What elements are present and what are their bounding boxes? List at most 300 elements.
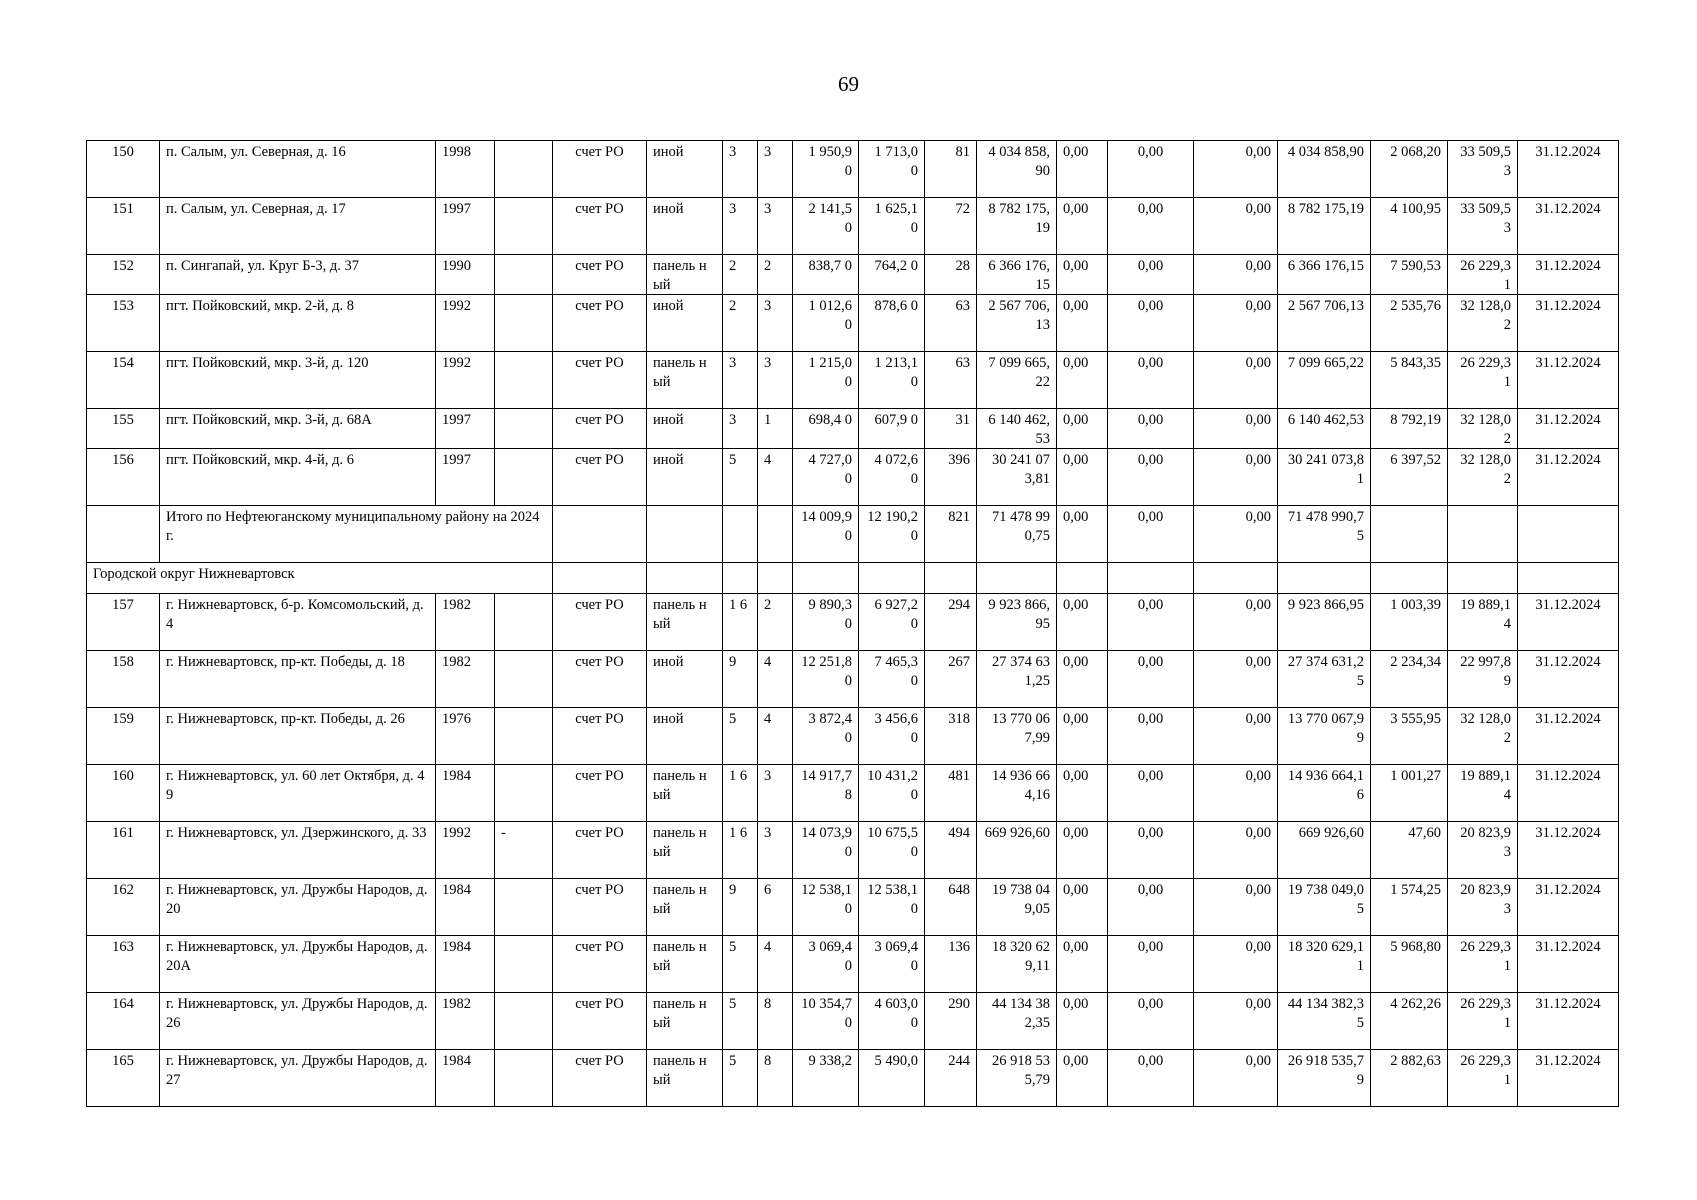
wall-material-cell: панель ный <box>647 879 723 936</box>
limit-cost-cell: 32 128,02 <box>1448 295 1518 352</box>
unit-cost-cell: 7 590,53 <box>1371 255 1448 295</box>
fund-cell: счет РО <box>553 409 647 449</box>
fund-subsidy-cell: 0,00 <box>1057 594 1108 651</box>
living-area-cell: 764,2 0 <box>859 255 925 295</box>
wall-material-cell: иной <box>647 651 723 708</box>
budget-cell: 0,00 <box>1108 1050 1194 1107</box>
address-cell: г. Нижневартовск, ул. 60 лет Октября, д. 49 <box>160 765 436 822</box>
cost-cell: 4 034 858,90 <box>977 141 1057 198</box>
living-area-cell: 7 465,3 0 <box>859 651 925 708</box>
address-cell: г. Нижневартовск, ул. Дружбы Народов, д. 26 <box>160 993 436 1050</box>
year-cell: 1990 <box>436 255 495 295</box>
fund-subsidy-cell: 0,00 <box>1057 141 1108 198</box>
fund-subsidy-cell: 0,00 <box>1057 765 1108 822</box>
floors-cell: 5 <box>723 1050 758 1107</box>
rows-nefteyugansk <box>87 141 1619 506</box>
wall-material-cell: иной <box>647 708 723 765</box>
budget-cell: 0,00 <box>1108 822 1194 879</box>
cost-cell: 44 134 382,35 <box>977 993 1057 1050</box>
total-area-cell: 9 338,2 <box>793 1050 859 1107</box>
limit-cost-cell: 33 509,53 <box>1448 198 1518 255</box>
budget-cell: 0,00 <box>1108 449 1194 506</box>
budget-cell: 0,00 <box>1108 879 1194 936</box>
num-cell: 157 <box>87 594 160 651</box>
entrances-cell: 3 <box>758 822 793 879</box>
cost-cell: 18 320 629,11 <box>977 936 1057 993</box>
residents-cell: 294 <box>925 594 977 651</box>
table-row <box>87 594 1619 651</box>
blank-cell: - <box>495 822 553 879</box>
total-area-cell: 838,7 0 <box>793 255 859 295</box>
year-cell: 1984 <box>436 936 495 993</box>
address-cell: г. Нижневартовск, ул. Дружбы Народов, д. 20 <box>160 879 436 936</box>
total-area-cell: 1 012,6 0 <box>793 295 859 352</box>
address-cell: г. Нижневартовск, б-р. Комсомольский, д. 4 <box>160 594 436 651</box>
floors-cell: 1 6 <box>723 822 758 879</box>
total-row <box>87 506 1619 563</box>
unit-cost-cell: 2 535,76 <box>1371 295 1448 352</box>
floors-cell: 1 6 <box>723 594 758 651</box>
fund-cell: счет РО <box>553 993 647 1050</box>
fund-cell: счет РО <box>553 594 647 651</box>
budget-cell: 0,00 <box>1108 594 1194 651</box>
living-area-cell: 1 625,1 0 <box>859 198 925 255</box>
address-cell: пгт. Пойковский, мкр. 4-й, д. 6 <box>160 449 436 506</box>
floors-cell: 9 <box>723 879 758 936</box>
year-cell: 1984 <box>436 765 495 822</box>
living-area-cell: 3 069,4 0 <box>859 936 925 993</box>
year-cell: 1982 <box>436 594 495 651</box>
fund-cell: счет РО <box>553 295 647 352</box>
entrances-cell: 8 <box>758 993 793 1050</box>
section-row <box>87 563 1619 594</box>
floors-cell: 5 <box>723 993 758 1050</box>
entrances-cell: 4 <box>758 708 793 765</box>
blank-cell <box>495 255 553 295</box>
other-cell: 0,00 <box>1194 651 1278 708</box>
limit-cost-cell: 33 509,53 <box>1448 141 1518 198</box>
owner-funds-cell: 9 923 866,95 <box>1278 594 1371 651</box>
total-area-cell: 3 069,4 0 <box>793 936 859 993</box>
deadline-cell: 31.12.2024 <box>1518 1050 1619 1107</box>
total-label: Итого по Нефтеюганскому муниципальному району на 2024 г. <box>160 506 553 563</box>
budget-cell: 0,00 <box>1108 141 1194 198</box>
fund-subsidy-cell: 0,00 <box>1057 352 1108 409</box>
total-floors-cell <box>723 506 758 563</box>
fund-subsidy-cell: 0,00 <box>1057 651 1108 708</box>
table-row <box>87 295 1619 352</box>
unit-cost-cell: 1 574,25 <box>1371 879 1448 936</box>
cost-cell: 8 782 175,19 <box>977 198 1057 255</box>
total-area-cell: 1 950,9 0 <box>793 141 859 198</box>
total-area-cell: 10 354,7 0 <box>793 993 859 1050</box>
num-cell: 164 <box>87 993 160 1050</box>
fund-subsidy-cell: 0,00 <box>1057 198 1108 255</box>
total-block <box>87 506 1619 594</box>
residents-cell: 290 <box>925 993 977 1050</box>
num-cell: 152 <box>87 255 160 295</box>
year-cell: 1982 <box>436 651 495 708</box>
deadline-cell: 31.12.2024 <box>1518 198 1619 255</box>
table-row <box>87 141 1619 198</box>
year-cell: 1976 <box>436 708 495 765</box>
num-cell: 159 <box>87 708 160 765</box>
address-cell: пгт. Пойковский, мкр. 3-й, д. 68А <box>160 409 436 449</box>
table-row <box>87 936 1619 993</box>
owner-funds-cell: 44 134 382,35 <box>1278 993 1371 1050</box>
residents-cell: 72 <box>925 198 977 255</box>
unit-cost-cell: 6 397,52 <box>1371 449 1448 506</box>
limit-cost-cell: 19 889,14 <box>1448 765 1518 822</box>
total-area-cell: 2 141,5 0 <box>793 198 859 255</box>
num-cell: 160 <box>87 765 160 822</box>
table-row <box>87 198 1619 255</box>
wall-material-cell: панель ный <box>647 765 723 822</box>
year-cell: 1992 <box>436 295 495 352</box>
unit-cost-cell: 8 792,19 <box>1371 409 1448 449</box>
fund-cell: счет РО <box>553 255 647 295</box>
year-cell: 1984 <box>436 879 495 936</box>
table-row <box>87 765 1619 822</box>
other-cell: 0,00 <box>1194 295 1278 352</box>
fund-cell: счет РО <box>553 449 647 506</box>
table-row <box>87 352 1619 409</box>
other-cell: 0,00 <box>1194 879 1278 936</box>
table-row <box>87 651 1619 708</box>
cost-cell: 2 567 706,13 <box>977 295 1057 352</box>
total-wall-cell <box>647 506 723 563</box>
other-cell: 0,00 <box>1194 141 1278 198</box>
other-cell: 0,00 <box>1194 936 1278 993</box>
total-area-cell: 9 890,3 0 <box>793 594 859 651</box>
deadline-cell: 31.12.2024 <box>1518 255 1619 295</box>
floors-cell: 3 <box>723 141 758 198</box>
table-row <box>87 449 1619 506</box>
num-cell: 158 <box>87 651 160 708</box>
blank-cell <box>495 651 553 708</box>
year-cell: 1997 <box>436 198 495 255</box>
unit-cost-cell: 1 003,39 <box>1371 594 1448 651</box>
residents-cell: 63 <box>925 295 977 352</box>
fund-subsidy-cell: 0,00 <box>1057 1050 1108 1107</box>
rows-nizhnevartovsk <box>87 594 1619 1107</box>
other-cell: 0,00 <box>1194 352 1278 409</box>
budget-cell: 0,00 <box>1108 409 1194 449</box>
total-z3: 0,00 <box>1194 506 1278 563</box>
other-cell: 0,00 <box>1194 255 1278 295</box>
fund-cell: счет РО <box>553 651 647 708</box>
budget-cell: 0,00 <box>1108 198 1194 255</box>
other-cell: 0,00 <box>1194 594 1278 651</box>
blank-cell <box>495 295 553 352</box>
residents-cell: 136 <box>925 936 977 993</box>
total-entrances-cell <box>758 506 793 563</box>
fund-cell: счет РО <box>553 765 647 822</box>
floors-cell: 3 <box>723 409 758 449</box>
fund-subsidy-cell: 0,00 <box>1057 295 1108 352</box>
cost-cell: 14 936 664,16 <box>977 765 1057 822</box>
entrances-cell: 4 <box>758 651 793 708</box>
blank-cell <box>495 352 553 409</box>
fund-cell: счет РО <box>553 936 647 993</box>
fund-cell: счет РО <box>553 879 647 936</box>
owner-funds-cell: 8 782 175,19 <box>1278 198 1371 255</box>
section-title: Городской округ Нижневартовск <box>87 563 553 594</box>
entrances-cell: 8 <box>758 1050 793 1107</box>
living-area-cell: 6 927,2 0 <box>859 594 925 651</box>
living-area-cell: 4 072,6 0 <box>859 449 925 506</box>
blank-cell <box>495 198 553 255</box>
deadline-cell: 31.12.2024 <box>1518 295 1619 352</box>
owner-funds-cell: 27 374 631,25 <box>1278 651 1371 708</box>
register-table <box>86 140 1619 1107</box>
residents-cell: 31 <box>925 409 977 449</box>
wall-material-cell: панель ный <box>647 594 723 651</box>
total-limit-cell <box>1448 506 1518 563</box>
owner-funds-cell: 30 241 073,81 <box>1278 449 1371 506</box>
limit-cost-cell: 22 997,89 <box>1448 651 1518 708</box>
page-number: 69 <box>838 72 859 96</box>
limit-cost-cell: 19 889,14 <box>1448 594 1518 651</box>
living-area-cell: 10 431,2 0 <box>859 765 925 822</box>
unit-cost-cell: 3 555,95 <box>1371 708 1448 765</box>
wall-material-cell: иной <box>647 141 723 198</box>
fund-subsidy-cell: 0,00 <box>1057 822 1108 879</box>
year-cell: 1992 <box>436 822 495 879</box>
budget-cell: 0,00 <box>1108 765 1194 822</box>
cost-cell: 669 926,60 <box>977 822 1057 879</box>
floors-cell: 2 <box>723 255 758 295</box>
entrances-cell: 3 <box>758 198 793 255</box>
unit-cost-cell: 4 262,26 <box>1371 993 1448 1050</box>
residents-cell: 494 <box>925 822 977 879</box>
other-cell: 0,00 <box>1194 765 1278 822</box>
owner-funds-cell: 18 320 629,11 <box>1278 936 1371 993</box>
num-cell: 150 <box>87 141 160 198</box>
wall-material-cell: панель ный <box>647 936 723 993</box>
entrances-cell: 3 <box>758 141 793 198</box>
other-cell: 0,00 <box>1194 993 1278 1050</box>
address-cell: г. Нижневартовск, пр-кт. Победы, д. 18 <box>160 651 436 708</box>
residents-cell: 396 <box>925 449 977 506</box>
total-date-cell <box>1518 506 1619 563</box>
living-area-cell: 10 675,5 0 <box>859 822 925 879</box>
blank-cell <box>495 1050 553 1107</box>
other-cell: 0,00 <box>1194 198 1278 255</box>
floors-cell: 3 <box>723 198 758 255</box>
year-cell: 1982 <box>436 993 495 1050</box>
blank-cell <box>495 765 553 822</box>
owner-funds-cell: 7 099 665,22 <box>1278 352 1371 409</box>
fund-cell: счет РО <box>553 198 647 255</box>
deadline-cell: 31.12.2024 <box>1518 879 1619 936</box>
num-cell: 153 <box>87 295 160 352</box>
floors-cell: 2 <box>723 295 758 352</box>
floors-cell: 5 <box>723 449 758 506</box>
cost-cell: 9 923 866,95 <box>977 594 1057 651</box>
num-cell: 162 <box>87 879 160 936</box>
num-cell: 163 <box>87 936 160 993</box>
cost-cell: 30 241 073,81 <box>977 449 1057 506</box>
address-cell: п. Салым, ул. Северная, д. 17 <box>160 198 436 255</box>
fund-cell: счет РО <box>553 1050 647 1107</box>
limit-cost-cell: 26 229,31 <box>1448 255 1518 295</box>
deadline-cell: 31.12.2024 <box>1518 936 1619 993</box>
floors-cell: 9 <box>723 651 758 708</box>
total-total: 71 478 990,75 <box>1278 506 1371 563</box>
cost-cell: 7 099 665,22 <box>977 352 1057 409</box>
limit-cost-cell: 32 128,02 <box>1448 409 1518 449</box>
limit-cost-cell: 26 229,31 <box>1448 993 1518 1050</box>
owner-funds-cell: 6 140 462,53 <box>1278 409 1371 449</box>
owner-funds-cell: 6 366 176,15 <box>1278 255 1371 295</box>
wall-material-cell: панель ный <box>647 822 723 879</box>
living-area-cell: 3 456,6 0 <box>859 708 925 765</box>
address-cell: г. Нижневартовск, ул. Дружбы Народов, д. 20А <box>160 936 436 993</box>
total-area-cell: 12 538,1 0 <box>793 879 859 936</box>
living-area-cell: 4 603,0 0 <box>859 993 925 1050</box>
budget-cell: 0,00 <box>1108 352 1194 409</box>
entrances-cell: 2 <box>758 255 793 295</box>
residents-cell: 481 <box>925 765 977 822</box>
blank-cell <box>495 449 553 506</box>
limit-cost-cell: 20 823,93 <box>1448 879 1518 936</box>
budget-cell: 0,00 <box>1108 651 1194 708</box>
total-num-cell <box>87 506 160 563</box>
unit-cost-cell: 2 882,63 <box>1371 1050 1448 1107</box>
table-row <box>87 255 1619 295</box>
other-cell: 0,00 <box>1194 822 1278 879</box>
living-area-cell: 12 538,1 0 <box>859 879 925 936</box>
total-people: 821 <box>925 506 977 563</box>
table-row <box>87 708 1619 765</box>
owner-funds-cell: 26 918 535,79 <box>1278 1050 1371 1107</box>
num-cell: 161 <box>87 822 160 879</box>
residents-cell: 28 <box>925 255 977 295</box>
fund-subsidy-cell: 0,00 <box>1057 409 1108 449</box>
deadline-cell: 31.12.2024 <box>1518 409 1619 449</box>
year-cell: 1997 <box>436 449 495 506</box>
budget-cell: 0,00 <box>1108 993 1194 1050</box>
total-z2: 0,00 <box>1108 506 1194 563</box>
entrances-cell: 4 <box>758 449 793 506</box>
address-cell: г. Нижневартовск, ул. Дзержинского, д. 33 <box>160 822 436 879</box>
unit-cost-cell: 4 100,95 <box>1371 198 1448 255</box>
year-cell: 1997 <box>436 409 495 449</box>
deadline-cell: 31.12.2024 <box>1518 765 1619 822</box>
living-area-cell: 1 713,0 0 <box>859 141 925 198</box>
living-area-cell: 1 213,1 0 <box>859 352 925 409</box>
limit-cost-cell: 20 823,93 <box>1448 822 1518 879</box>
wall-material-cell: иной <box>647 449 723 506</box>
residents-cell: 648 <box>925 879 977 936</box>
blank-cell <box>495 993 553 1050</box>
floors-cell: 5 <box>723 936 758 993</box>
unit-cost-cell: 2 068,20 <box>1371 141 1448 198</box>
owner-funds-cell: 2 567 706,13 <box>1278 295 1371 352</box>
year-cell: 1984 <box>436 1050 495 1107</box>
deadline-cell: 31.12.2024 <box>1518 708 1619 765</box>
cost-cell: 13 770 067,99 <box>977 708 1057 765</box>
unit-cost-cell: 47,60 <box>1371 822 1448 879</box>
deadline-cell: 31.12.2024 <box>1518 594 1619 651</box>
total-area-cell: 1 215,0 0 <box>793 352 859 409</box>
living-area-cell: 878,6 0 <box>859 295 925 352</box>
entrances-cell: 3 <box>758 295 793 352</box>
residents-cell: 267 <box>925 651 977 708</box>
total-area-cell: 14 073,9 0 <box>793 822 859 879</box>
entrances-cell: 3 <box>758 765 793 822</box>
year-cell: 1992 <box>436 352 495 409</box>
wall-material-cell: панель ный <box>647 993 723 1050</box>
deadline-cell: 31.12.2024 <box>1518 993 1619 1050</box>
owner-funds-cell: 14 936 664,16 <box>1278 765 1371 822</box>
entrances-cell: 4 <box>758 936 793 993</box>
table-row <box>87 993 1619 1050</box>
table-row <box>87 409 1619 449</box>
cost-cell: 6 366 176,15 <box>977 255 1057 295</box>
fund-cell: счет РО <box>553 822 647 879</box>
budget-cell: 0,00 <box>1108 255 1194 295</box>
fund-subsidy-cell: 0,00 <box>1057 936 1108 993</box>
owner-funds-cell: 19 738 049,05 <box>1278 879 1371 936</box>
deadline-cell: 31.12.2024 <box>1518 822 1619 879</box>
fund-subsidy-cell: 0,00 <box>1057 993 1108 1050</box>
blank-cell <box>495 936 553 993</box>
total-area-cell: 698,4 0 <box>793 409 859 449</box>
cost-cell: 19 738 049,05 <box>977 879 1057 936</box>
total-z1: 0,00 <box>1057 506 1108 563</box>
total-area-cell: 14 917,7 8 <box>793 765 859 822</box>
floors-cell: 5 <box>723 708 758 765</box>
num-cell: 165 <box>87 1050 160 1107</box>
wall-material-cell: иной <box>647 295 723 352</box>
fund-cell: счет РО <box>553 141 647 198</box>
residents-cell: 318 <box>925 708 977 765</box>
other-cell: 0,00 <box>1194 1050 1278 1107</box>
floors-cell: 1 6 <box>723 765 758 822</box>
deadline-cell: 31.12.2024 <box>1518 449 1619 506</box>
residents-cell: 63 <box>925 352 977 409</box>
owner-funds-cell: 4 034 858,90 <box>1278 141 1371 198</box>
address-cell: п. Сингапай, ул. Круг Б-3, д. 37 <box>160 255 436 295</box>
num-cell: 154 <box>87 352 160 409</box>
blank-cell <box>495 409 553 449</box>
table-row <box>87 822 1619 879</box>
wall-material-cell: панель ный <box>647 352 723 409</box>
fund-cell: счет РО <box>553 352 647 409</box>
fund-subsidy-cell: 0,00 <box>1057 708 1108 765</box>
limit-cost-cell: 32 128,02 <box>1448 708 1518 765</box>
fund-cell: счет РО <box>553 708 647 765</box>
residents-cell: 244 <box>925 1050 977 1107</box>
budget-cell: 0,00 <box>1108 708 1194 765</box>
entrances-cell: 3 <box>758 352 793 409</box>
limit-cost-cell: 26 229,31 <box>1448 1050 1518 1107</box>
total-unit-cell <box>1371 506 1448 563</box>
blank-cell <box>495 141 553 198</box>
unit-cost-cell: 1 001,27 <box>1371 765 1448 822</box>
table-row <box>87 879 1619 936</box>
entrances-cell: 2 <box>758 594 793 651</box>
floors-cell: 3 <box>723 352 758 409</box>
entrances-cell: 1 <box>758 409 793 449</box>
address-cell: п. Салым, ул. Северная, д. 16 <box>160 141 436 198</box>
wall-material-cell: иной <box>647 198 723 255</box>
fund-subsidy-cell: 0,00 <box>1057 879 1108 936</box>
total-cost: 71 478 990,75 <box>977 506 1057 563</box>
unit-cost-cell: 5 843,35 <box>1371 352 1448 409</box>
